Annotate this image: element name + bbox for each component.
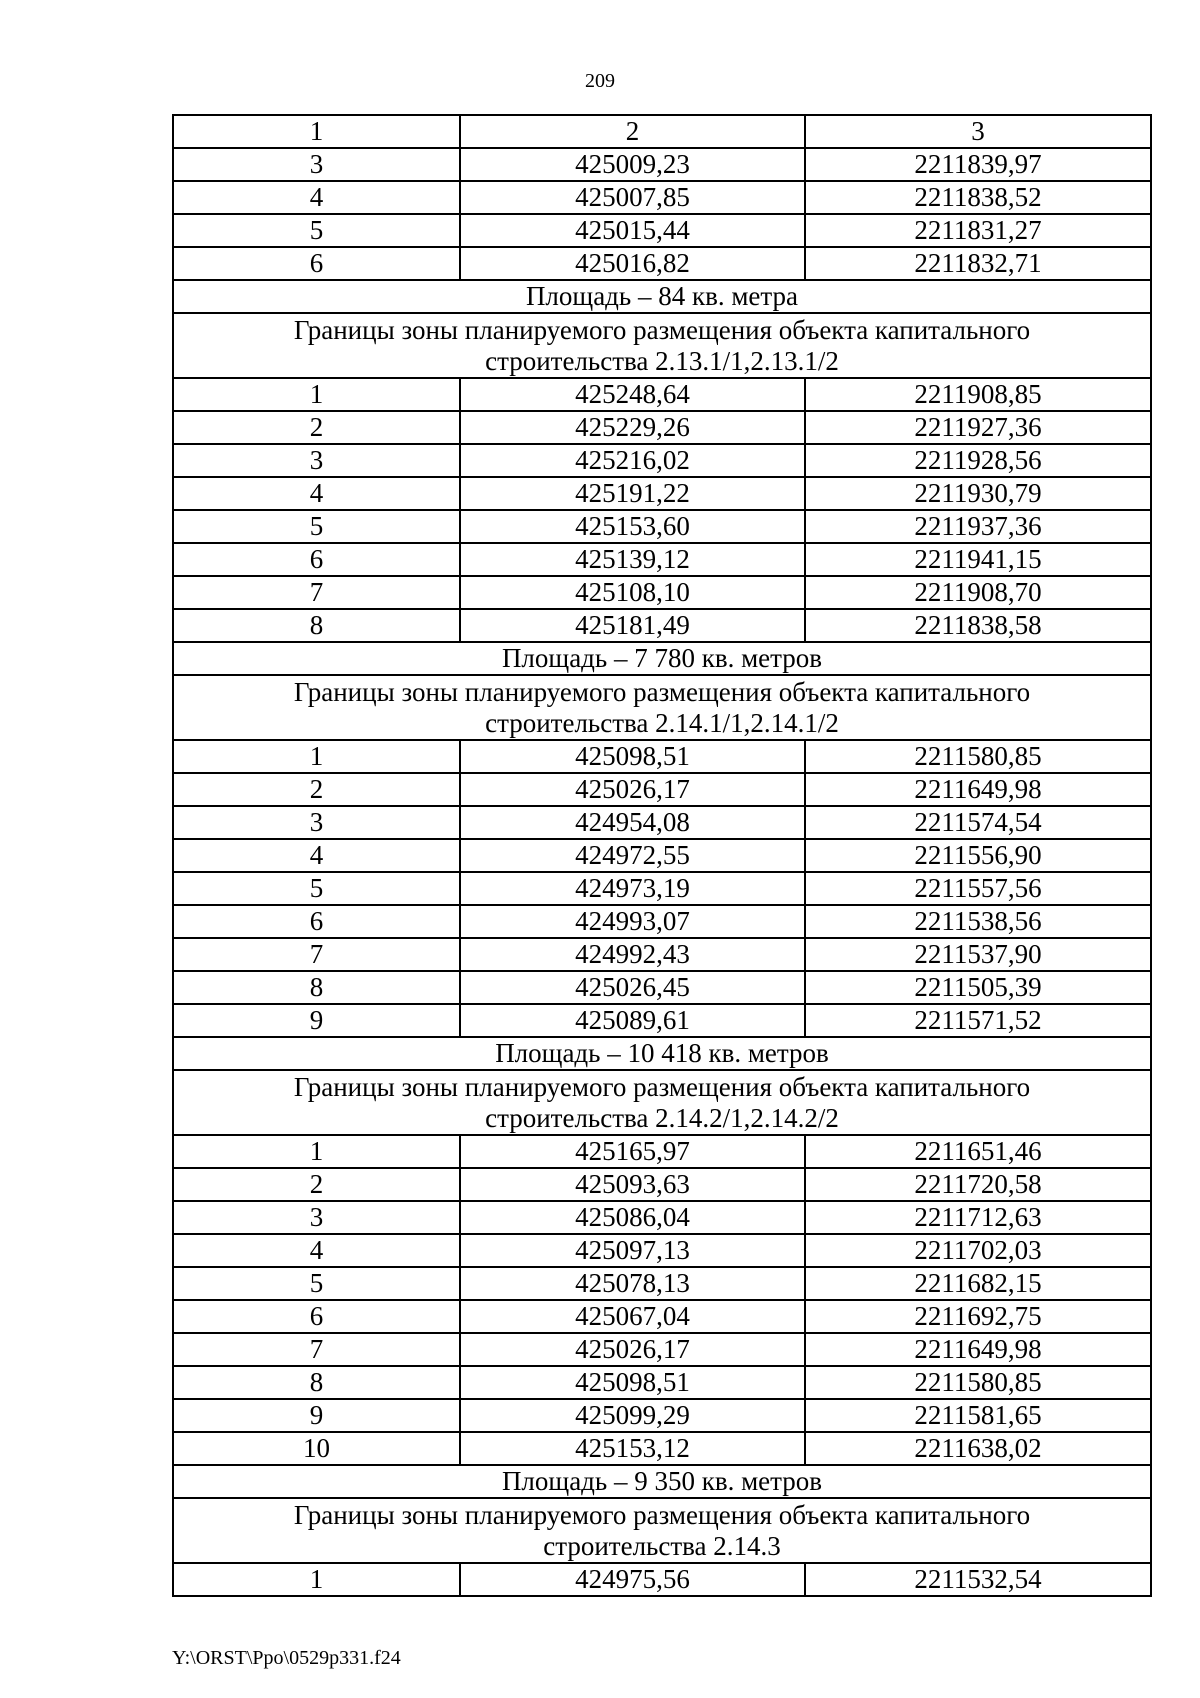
table-row xyxy=(173,1366,1151,1399)
coordinate-x-cell: 425248,64 xyxy=(460,378,805,411)
coordinate-x-cell: 425165,97 xyxy=(460,1135,805,1168)
point-number-cell: 4 xyxy=(173,1234,460,1267)
zone-title-line: Границы зоны планируемого размещения объекта капитального xyxy=(293,676,1031,707)
coordinate-y-cell: 2211505,39 xyxy=(805,971,1151,1004)
coordinate-x-cell: 424975,56 xyxy=(460,1563,805,1596)
table-row xyxy=(173,806,1151,839)
coordinate-x-cell: 424972,55 xyxy=(460,839,805,872)
header-cell: 2 xyxy=(460,115,805,148)
point-number-cell: 10 xyxy=(173,1432,460,1465)
coordinate-y-cell: 2211937,36 xyxy=(805,510,1151,543)
coordinate-x-cell: 425097,13 xyxy=(460,1234,805,1267)
table-row xyxy=(173,181,1151,214)
table-row xyxy=(173,971,1151,1004)
coordinate-y-cell: 2211941,15 xyxy=(805,543,1151,576)
point-number-cell: 7 xyxy=(173,1333,460,1366)
table-row xyxy=(173,1135,1151,1168)
table-row xyxy=(173,510,1151,543)
table-row xyxy=(173,1267,1151,1300)
coordinate-y-cell: 2211928,56 xyxy=(805,444,1151,477)
table-row xyxy=(173,576,1151,609)
zone-title-cell xyxy=(173,1498,1151,1563)
point-number-cell: 1 xyxy=(173,378,460,411)
zone-title-cell xyxy=(173,313,1151,378)
header-cell: 1 xyxy=(173,115,460,148)
coordinates-table xyxy=(172,114,1152,1597)
point-number-cell: 8 xyxy=(173,971,460,1004)
table-header-row xyxy=(173,115,1151,148)
table-row xyxy=(173,1234,1151,1267)
point-number-cell: 7 xyxy=(173,576,460,609)
coordinate-y-cell: 2211538,56 xyxy=(805,905,1151,938)
point-number-cell: 2 xyxy=(173,1168,460,1201)
coordinate-y-cell: 2211580,85 xyxy=(805,1366,1151,1399)
point-number-cell: 4 xyxy=(173,477,460,510)
point-number-cell: 6 xyxy=(173,905,460,938)
coordinate-y-cell: 2211651,46 xyxy=(805,1135,1151,1168)
coordinate-x-cell: 425229,26 xyxy=(460,411,805,444)
area-cell: Площадь – 84 кв. метра xyxy=(173,280,1151,313)
table-row xyxy=(173,905,1151,938)
coordinate-x-cell: 425016,82 xyxy=(460,247,805,280)
point-number-cell: 5 xyxy=(173,214,460,247)
point-number-cell: 9 xyxy=(173,1004,460,1037)
coordinate-y-cell: 2211581,65 xyxy=(805,1399,1151,1432)
page-number: 209 xyxy=(585,70,615,92)
table-row xyxy=(173,1333,1151,1366)
coordinate-y-cell: 2211908,85 xyxy=(805,378,1151,411)
coordinates-table-body xyxy=(173,115,1151,1596)
table-row xyxy=(173,1201,1151,1234)
coordinate-x-cell: 425181,49 xyxy=(460,609,805,642)
coordinate-y-cell: 2211574,54 xyxy=(805,806,1151,839)
coordinate-x-cell: 424954,08 xyxy=(460,806,805,839)
coordinate-y-cell: 2211557,56 xyxy=(805,872,1151,905)
coordinate-y-cell: 2211831,27 xyxy=(805,214,1151,247)
zone-title-row xyxy=(173,313,1151,378)
point-number-cell: 5 xyxy=(173,510,460,543)
coordinate-x-cell: 424993,07 xyxy=(460,905,805,938)
table-row xyxy=(173,148,1151,181)
zone-title-row xyxy=(173,675,1151,740)
zone-title-cell xyxy=(173,675,1151,740)
zone-title-line: строительства 2.13.1/1,2.13.1/2 xyxy=(485,345,839,376)
point-number-cell: 6 xyxy=(173,543,460,576)
point-number-cell: 1 xyxy=(173,1563,460,1596)
coordinate-x-cell: 425108,10 xyxy=(460,576,805,609)
zone-title-line: Границы зоны планируемого размещения объекта капитального xyxy=(293,1071,1031,1102)
table-row xyxy=(173,1399,1151,1432)
zone-title-row xyxy=(173,1498,1151,1563)
table-row xyxy=(173,839,1151,872)
coordinate-y-cell: 2211838,52 xyxy=(805,181,1151,214)
table-row xyxy=(173,214,1151,247)
table-row xyxy=(173,247,1151,280)
point-number-cell: 9 xyxy=(173,1399,460,1432)
coordinate-y-cell: 2211908,70 xyxy=(805,576,1151,609)
coordinate-x-cell: 425216,02 xyxy=(460,444,805,477)
point-number-cell: 1 xyxy=(173,1135,460,1168)
area-cell: Площадь – 7 780 кв. метров xyxy=(173,642,1151,675)
coordinate-y-cell: 2211649,98 xyxy=(805,1333,1151,1366)
table-row xyxy=(173,1563,1151,1596)
point-number-cell: 3 xyxy=(173,1201,460,1234)
table-row xyxy=(173,378,1151,411)
area-row xyxy=(173,280,1151,313)
table-row xyxy=(173,543,1151,576)
coordinate-x-cell: 425026,45 xyxy=(460,971,805,1004)
point-number-cell: 7 xyxy=(173,938,460,971)
coordinate-x-cell: 425089,61 xyxy=(460,1004,805,1037)
coordinate-y-cell: 2211927,36 xyxy=(805,411,1151,444)
coordinate-y-cell: 2211682,15 xyxy=(805,1267,1151,1300)
area-row xyxy=(173,642,1151,675)
coordinate-x-cell: 425099,29 xyxy=(460,1399,805,1432)
area-cell: Площадь – 9 350 кв. метров xyxy=(173,1465,1151,1498)
coordinate-y-cell: 2211832,71 xyxy=(805,247,1151,280)
coordinate-y-cell: 2211580,85 xyxy=(805,740,1151,773)
coordinate-y-cell: 2211839,97 xyxy=(805,148,1151,181)
coordinate-x-cell: 425098,51 xyxy=(460,740,805,773)
table-row xyxy=(173,773,1151,806)
point-number-cell: 4 xyxy=(173,839,460,872)
coordinate-y-cell: 2211532,54 xyxy=(805,1563,1151,1596)
point-number-cell: 5 xyxy=(173,1267,460,1300)
table-row xyxy=(173,1004,1151,1037)
point-number-cell: 6 xyxy=(173,1300,460,1333)
point-number-cell: 2 xyxy=(173,411,460,444)
point-number-cell: 6 xyxy=(173,247,460,280)
coordinate-y-cell: 2211720,58 xyxy=(805,1168,1151,1201)
coordinate-y-cell: 2211712,63 xyxy=(805,1201,1151,1234)
coordinate-x-cell: 425078,13 xyxy=(460,1267,805,1300)
table-row xyxy=(173,477,1151,510)
area-row xyxy=(173,1465,1151,1498)
coordinate-y-cell: 2211702,03 xyxy=(805,1234,1151,1267)
zone-title-row xyxy=(173,1070,1151,1135)
point-number-cell: 3 xyxy=(173,444,460,477)
coordinate-y-cell: 2211692,75 xyxy=(805,1300,1151,1333)
table-row xyxy=(173,872,1151,905)
coordinate-y-cell: 2211638,02 xyxy=(805,1432,1151,1465)
table-row xyxy=(173,609,1151,642)
coordinate-y-cell: 2211537,90 xyxy=(805,938,1151,971)
coordinate-y-cell: 2211571,52 xyxy=(805,1004,1151,1037)
point-number-cell: 3 xyxy=(173,148,460,181)
area-cell: Площадь – 10 418 кв. метров xyxy=(173,1037,1151,1070)
table-row xyxy=(173,1168,1151,1201)
area-row xyxy=(173,1037,1151,1070)
point-number-cell: 3 xyxy=(173,806,460,839)
coordinate-x-cell: 425153,60 xyxy=(460,510,805,543)
coordinate-x-cell: 425026,17 xyxy=(460,773,805,806)
table-row xyxy=(173,938,1151,971)
coordinate-x-cell: 425067,04 xyxy=(460,1300,805,1333)
coordinate-x-cell: 425153,12 xyxy=(460,1432,805,1465)
coordinate-x-cell: 425026,17 xyxy=(460,1333,805,1366)
point-number-cell: 2 xyxy=(173,773,460,806)
zone-title-line: строительства 2.14.3 xyxy=(543,1530,781,1561)
coordinate-x-cell: 425007,85 xyxy=(460,181,805,214)
coordinate-x-cell: 424992,43 xyxy=(460,938,805,971)
coordinate-x-cell: 424973,19 xyxy=(460,872,805,905)
coordinate-y-cell: 2211838,58 xyxy=(805,609,1151,642)
table-row xyxy=(173,1432,1151,1465)
zone-title-line: Границы зоны планируемого размещения объекта капитального xyxy=(293,1499,1031,1530)
table-row xyxy=(173,740,1151,773)
coordinate-x-cell: 425009,23 xyxy=(460,148,805,181)
table-row xyxy=(173,1300,1151,1333)
coordinate-y-cell: 2211930,79 xyxy=(805,477,1151,510)
coordinate-x-cell: 425015,44 xyxy=(460,214,805,247)
point-number-cell: 8 xyxy=(173,609,460,642)
coordinate-x-cell: 425086,04 xyxy=(460,1201,805,1234)
point-number-cell: 1 xyxy=(173,740,460,773)
zone-title-cell xyxy=(173,1070,1151,1135)
coordinate-x-cell: 425191,22 xyxy=(460,477,805,510)
point-number-cell: 8 xyxy=(173,1366,460,1399)
point-number-cell: 5 xyxy=(173,872,460,905)
coordinate-y-cell: 2211649,98 xyxy=(805,773,1151,806)
coordinate-y-cell: 2211556,90 xyxy=(805,839,1151,872)
zone-title-line: строительства 2.14.1/1,2.14.1/2 xyxy=(485,707,839,738)
coordinate-x-cell: 425098,51 xyxy=(460,1366,805,1399)
file-path-footer: Y:\ORST\Ppo\0529p331.f24 xyxy=(172,1647,401,1669)
zone-title-line: строительства 2.14.2/1,2.14.2/2 xyxy=(485,1102,839,1133)
table-row xyxy=(173,444,1151,477)
header-cell: 3 xyxy=(805,115,1151,148)
point-number-cell: 4 xyxy=(173,181,460,214)
coordinate-x-cell: 425139,12 xyxy=(460,543,805,576)
table-row xyxy=(173,411,1151,444)
coordinate-x-cell: 425093,63 xyxy=(460,1168,805,1201)
zone-title-line: Границы зоны планируемого размещения объекта капитального xyxy=(293,314,1031,345)
